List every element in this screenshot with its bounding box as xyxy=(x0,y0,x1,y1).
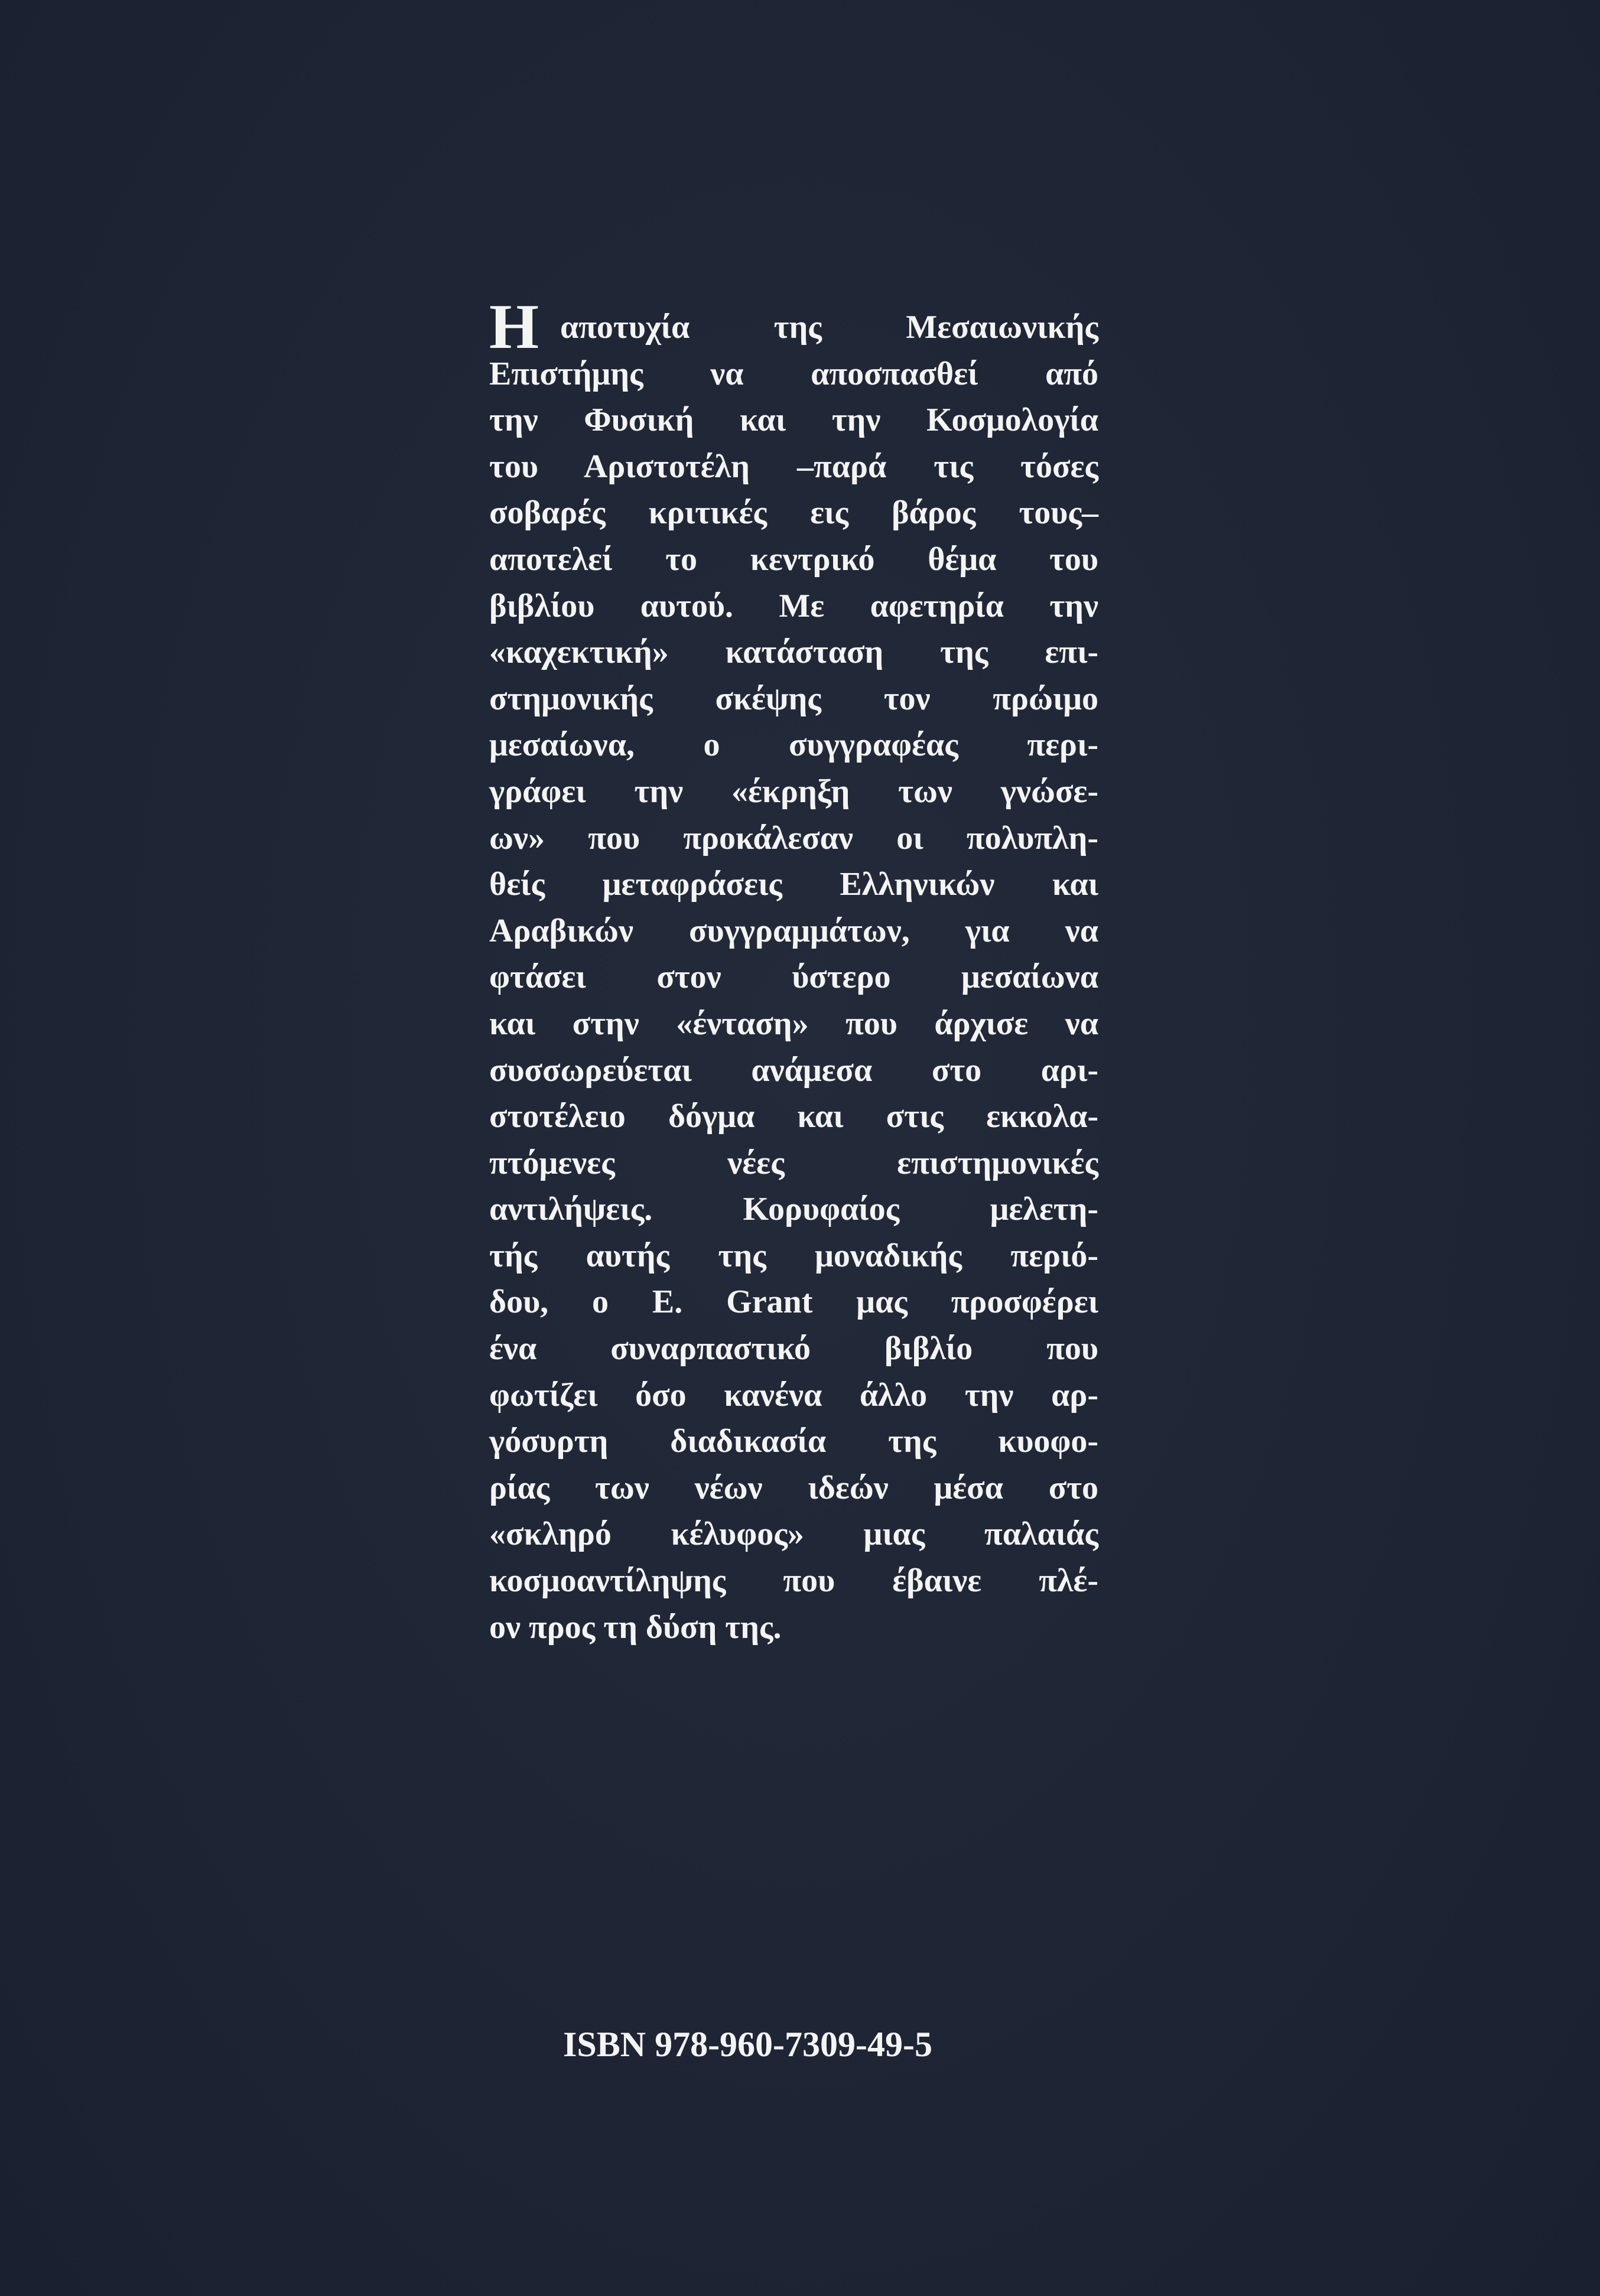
blurb-line: ρίας των νέων ιδεών μέσα στο xyxy=(489,1469,1098,1506)
blurb-line: την Φυσική και την Κοσμολογία xyxy=(489,402,1098,439)
blurb-line: αποτελεί το κεντρικό θέμα του xyxy=(489,540,1098,578)
blurb-line: δου, ο E. Grant μας προσφέρει xyxy=(489,1284,1098,1321)
blurb-line: κοσμοαντίληψης που έβαινε πλέ- xyxy=(489,1562,1098,1600)
blurb-line: και στην «ένταση» που άρχισε να xyxy=(489,1005,1098,1042)
blurb-line: στημονικής σκέψης τον πρώιμο xyxy=(489,680,1098,717)
blurb-line: αντιλήψεις. Κορυφαίος μελετη- xyxy=(489,1191,1098,1228)
drop-cap: Η xyxy=(489,292,539,362)
blurb-line: «καχεκτική» κατάσταση της επι- xyxy=(489,634,1098,671)
blurb-line: Επιστήμης να αποσπασθεί από xyxy=(489,355,1098,392)
blurb-line: του Αριστοτέλη –παρά τις τόσες xyxy=(489,448,1098,485)
blurb-line: τής αυτής της μοναδικής περιό- xyxy=(489,1237,1098,1274)
blurb-line: ένα συναρπαστικό βιβλίο που xyxy=(489,1330,1098,1367)
blurb-line: βιβλίου αυτού. Με αφετηρία την xyxy=(489,587,1098,624)
blurb-line: γράφει την «έκρηξη των γνώσε- xyxy=(489,773,1098,810)
blurb-line: αποτυχία της Μεσαιωνικής xyxy=(560,309,1098,346)
isbn-label: ISBN 978-960-7309-49-5 xyxy=(563,2025,932,2064)
blurb-line: πτόμενες νέες επιστημονικές xyxy=(489,1144,1098,1181)
blurb-text xyxy=(489,304,1098,1650)
blurb-line: Αραβικών συγγραμμάτων, για να xyxy=(489,912,1098,949)
blurb-line: σοβαρές κριτικές εις βάρος τους– xyxy=(489,494,1098,532)
blurb-line: ον προς τη δύση της. xyxy=(489,1608,782,1646)
blurb-line: μεσαίωνα, ο συγγραφέας περι- xyxy=(489,727,1098,764)
blurb-line: ων» που προκάλεσαν οι πολυπλη- xyxy=(489,819,1098,856)
blurb-line: «σκληρό κέλυφος» μιας παλαιάς xyxy=(489,1516,1098,1553)
blurb-line: στοτέλειο δόγμα και στις εκκολα- xyxy=(489,1098,1098,1135)
blurb-line: γόσυρτη διαδικασία της κυοφο- xyxy=(489,1423,1098,1460)
blurb-line: φωτίζει όσο κανένα άλλο την αρ- xyxy=(489,1376,1098,1414)
blurb-line: θείς μεταφράσεις Ελληνικών και xyxy=(489,866,1098,903)
blurb-line: συσσωρεύεται ανάμεσα στο αρι- xyxy=(489,1051,1098,1089)
blurb-line: φτάσει στον ύστερο μεσαίωνα xyxy=(489,959,1098,996)
